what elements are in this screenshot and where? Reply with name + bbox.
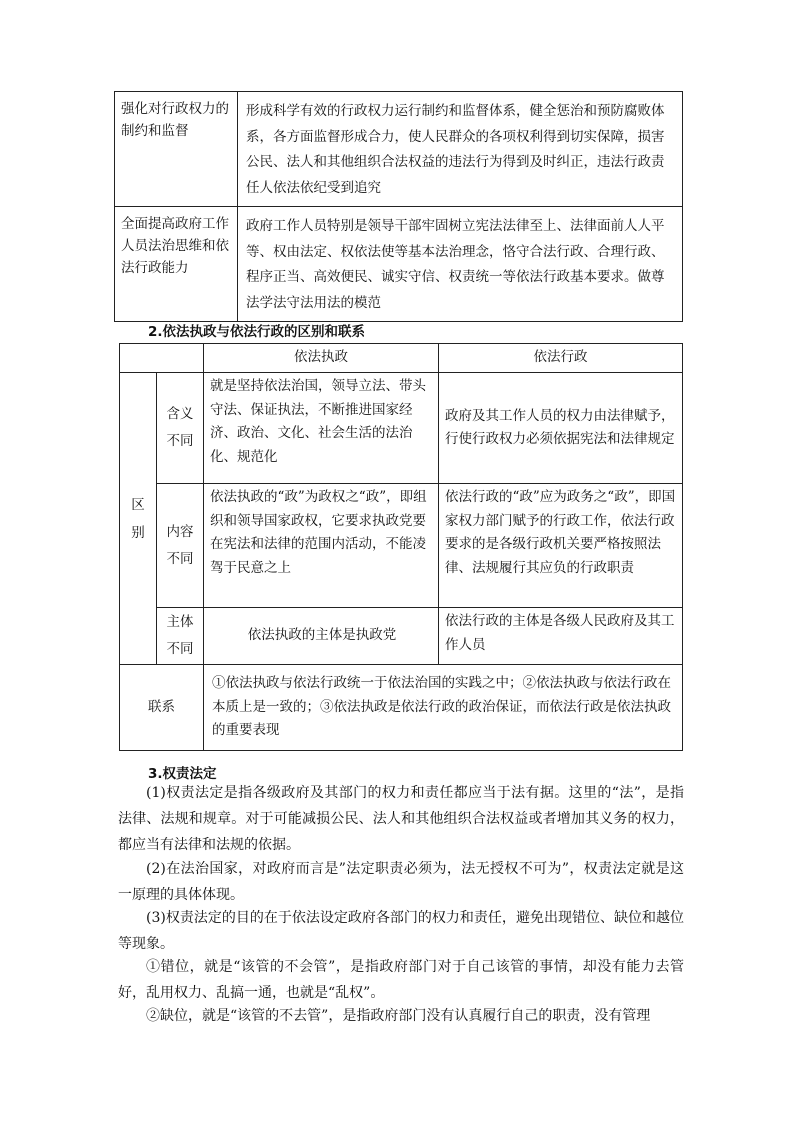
cell-admin-by-law: 依法行政的“政”应为政务之“政”，即国家权力部门赋予的行政工作，依法行政要求的是各级行政机关要严格按照法律、法规履行其应负的行政职责 [439, 484, 683, 608]
link-label: 联系 [120, 665, 204, 751]
cell-rule-by-law: 就是坚持依法治国，领导立法、带头守法、保证执法，不断推进国家经济、政治、文化、社会生活的法治化、规范化 [204, 373, 439, 484]
table-comparison [119, 343, 683, 751]
section-3-heading: 3.权责法定 [148, 766, 217, 782]
cell-admin-by-law: 依法行政的主体是各级人民政府及其工作人员 [439, 608, 683, 665]
row-label: 内容不同 [157, 484, 204, 608]
row-label: 含义不同 [157, 373, 204, 484]
paragraph: (1)权责法定是指各级政府及其部门的权力和责任都应当于法有据。这里的“法”，是指法律、法规和规章。对于可能减损公民、法人和其他组织合法权益或者增加其义务的权力，都应当有法律和法规的依据。 [118, 785, 684, 853]
table-row [120, 665, 683, 751]
paragraph: ②缺位，就是“该管的不去管”，是指政府部门没有认真履行自己的职责，没有管理 [146, 1008, 651, 1024]
col-header-admin-by-law: 依法行政 [439, 344, 683, 373]
table-row [120, 484, 683, 608]
row-title: 全面提高政府工作人员法治思维和依法行政能力 [115, 207, 238, 322]
col-header-rule-by-law: 依法执政 [204, 344, 439, 373]
paragraph: ①错位，就是“该管的不会管”，是指政府部门对于自己该管的事情，却没有能力去管好，乱用权力、乱搞一通，也就是“乱权”。 [118, 959, 684, 1001]
paragraph: (2)在法治国家，对政府而言是”法定职责必须为，法无授权不可为”，权责法定就是这一原理的具体体现。 [118, 861, 684, 903]
cell-rule-by-law: 依法执政的“政”为政权之“政”，即组织和领导国家政权，它要求执政党要在宪法和法律的范围内活动，不能凌驾于民意之上 [204, 484, 439, 608]
row-title: 强化对行政权力的制约和监督 [115, 92, 238, 207]
cell-admin-by-law: 政府及其工作人员的权力由法律赋予，行使行政权力必须依据宪法和法律规定 [439, 373, 683, 484]
table-row [120, 608, 683, 665]
table-row [115, 207, 683, 322]
row-content: 政府工作人员特别是领导干部牢固树立宪法法律至上、法律面前人人平等、权由法定、权依法使等基本法治理念，恪守合法行政、合理行政、程序正当、高效便民、诚实守信、权责统一等依法行政基本要求。做尊法学法守法用法的模范 [238, 207, 683, 322]
link-text: ①依法执政与依法行政统一于依法治国的实践之中；②依法执政与依法行政在本质上是一致的；③依法执政是依法行政的政治保证，而依法行政是依法执政的重要表现 [204, 665, 683, 751]
cell-rule-by-law: 依法执政的主体是执政党 [204, 608, 439, 665]
table-row [115, 92, 683, 207]
section-2-heading: 2.依法执政与依法行政的区别和联系 [148, 324, 366, 340]
table-header-row [120, 344, 683, 373]
empty-header-cell [120, 344, 204, 373]
paragraph: (3)权责法定的目的在于依法设定政府各部门的权力和责任，避免出现错位、缺位和越位等现象。 [118, 910, 684, 952]
group-label-difference: 区别 [120, 373, 157, 665]
row-label: 主体不同 [157, 608, 204, 665]
table-power-supervision [114, 91, 683, 322]
table-row [120, 373, 683, 484]
row-content: 形成科学有效的行政权力运行制约和监督体系，健全惩治和预防腐败体系，各方面监督形成合力，使人民群众的各项权利得到切实保障，损害公民、法人和其他组织合法权益的违法行为得到及时纠正，违法行政责任人依法依纪受到追究 [238, 92, 683, 207]
